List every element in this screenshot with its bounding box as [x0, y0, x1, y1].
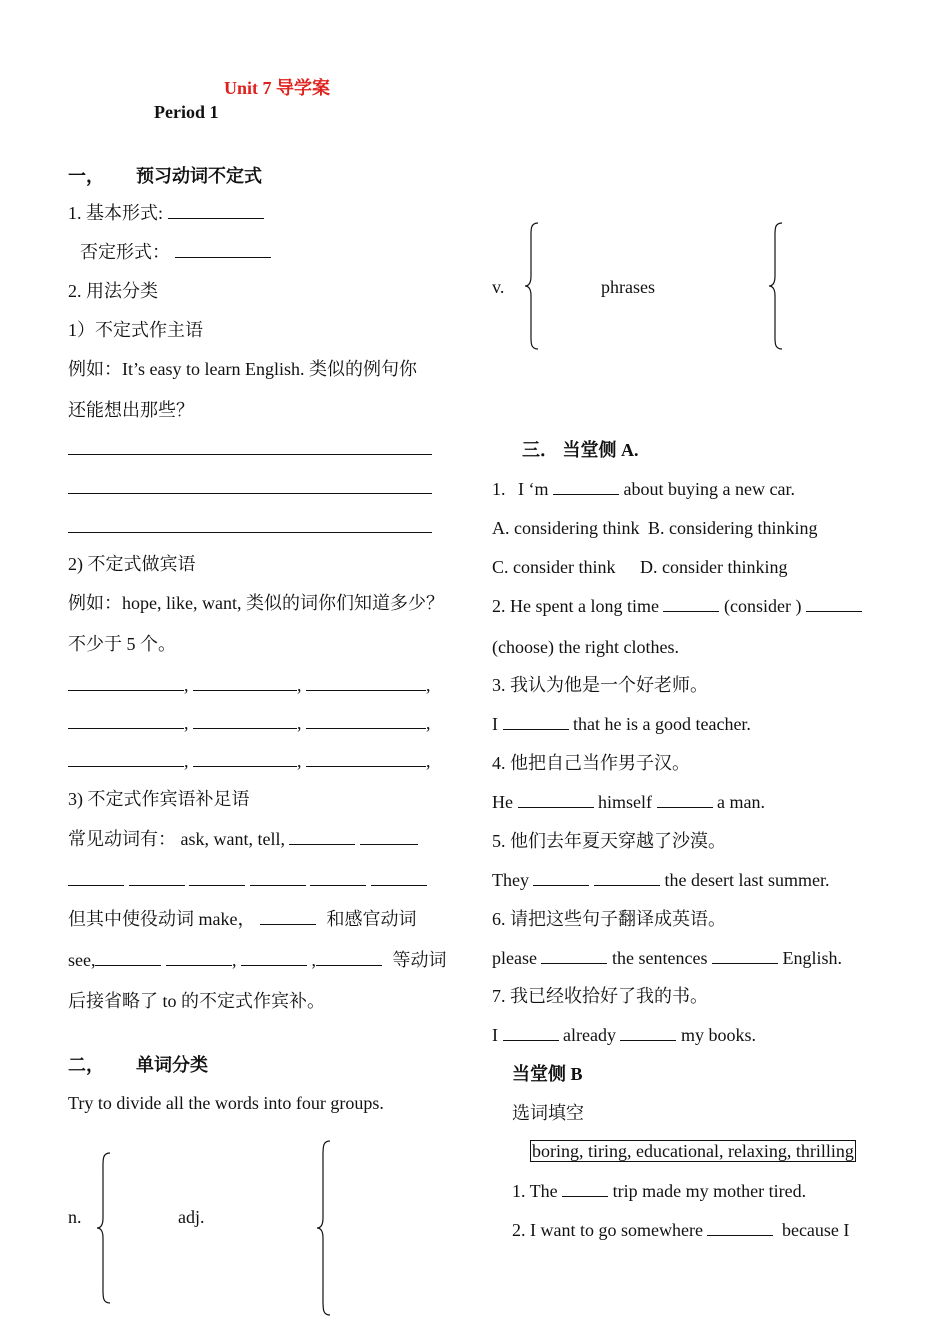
verb-blank[interactable]: [306, 750, 426, 767]
page-title: Unit 7 导学案: [224, 78, 331, 98]
question-text: my books.: [680, 1025, 756, 1045]
question-text: 2. He spent a long time: [492, 596, 659, 616]
verb-blank[interactable]: [68, 869, 124, 886]
option-a: A. considering think: [492, 518, 640, 538]
question-text: because I: [781, 1220, 850, 1240]
question-5: [492, 869, 829, 891]
verb-blanks-row-2: , , ,: [68, 712, 431, 734]
verb-blank[interactable]: [68, 712, 184, 729]
subject-usage: 1）不定式作主语: [68, 320, 203, 340]
question-b1: [512, 1180, 806, 1202]
options-row-2: [492, 556, 787, 578]
answer-blank[interactable]: [657, 791, 713, 808]
answer-line-1: [68, 438, 432, 460]
common-verbs-label: 常见动词有： ask, want, tell,: [68, 829, 285, 849]
question-text: 1. The: [512, 1181, 558, 1201]
question-6: [492, 947, 842, 969]
see-label: see,: [68, 950, 96, 970]
causative-label: 但其中使役动词 make，: [68, 909, 256, 929]
usage-heading: 2. 用法分类: [68, 281, 158, 301]
example1-cont: 还能想出那些？: [68, 400, 194, 420]
question-3: [492, 713, 751, 735]
section1-heading: 预习动词不定式: [136, 166, 262, 186]
answer-blank[interactable]: [68, 477, 432, 494]
question-text: a man.: [717, 792, 765, 812]
question-7-cn: 7. 我已经收拾好了我的书。: [492, 986, 708, 1006]
verb-left-brace-icon: [524, 222, 542, 350]
answer-blank[interactable]: [68, 438, 432, 455]
answer-blank[interactable]: [806, 595, 862, 612]
question-text: (consider ): [723, 596, 802, 616]
option-c: C. consider think: [492, 557, 616, 577]
answer-blank[interactable]: [533, 869, 589, 886]
adj-left-brace-icon: [316, 1140, 334, 1316]
answer-blank[interactable]: [707, 1219, 773, 1236]
answer-blank[interactable]: [594, 869, 660, 886]
verb-blank[interactable]: [360, 828, 418, 845]
question-text: English.: [782, 948, 842, 968]
question-text: the sentences: [611, 948, 708, 968]
question-text: himself: [598, 792, 652, 812]
complement-usage: 3) 不定式作宾语补足语: [68, 789, 250, 809]
verb-blank[interactable]: [260, 908, 316, 925]
question-text: They: [492, 870, 529, 890]
answer-blank[interactable]: [68, 516, 432, 533]
verb-blank[interactable]: [68, 750, 184, 767]
adj-group-label: adj.: [178, 1207, 205, 1227]
question-text: about buying a new car.: [623, 479, 795, 499]
answer-blank[interactable]: [518, 791, 594, 808]
basic-form-label: 1. 基本形式:: [68, 203, 164, 223]
question-text: I: [492, 714, 498, 734]
phrases-left-brace-icon: [768, 222, 786, 350]
verb-blank[interactable]: [193, 712, 297, 729]
verb-blank[interactable]: [241, 949, 307, 966]
question-4: [492, 791, 765, 813]
verb-group-label: v.: [492, 277, 505, 297]
question-text: 2. I want to go somewhere: [512, 1220, 703, 1240]
verb-blanks-row-3: , , ,: [68, 750, 431, 772]
answer-blank[interactable]: [503, 713, 569, 730]
word-bank: [530, 1140, 856, 1162]
answer-blank[interactable]: [553, 478, 619, 495]
word-bank-box: boring, tiring, educational, relaxing, thrilling: [532, 1141, 854, 1161]
causative-line: [68, 908, 416, 930]
phrases-group-label: phrases: [601, 277, 655, 297]
option-d: D. consider thinking: [640, 557, 788, 577]
question-5-cn: 5. 他们去年夏天穿越了沙漠。: [492, 831, 726, 851]
section2-heading: 单词分类: [136, 1055, 208, 1075]
answer-blank[interactable]: [541, 947, 607, 964]
section3-heading: 三． 当堂侧 A.: [522, 440, 639, 460]
bare-infinitive-note: 后接省略了 to 的不定式作宾补。: [68, 991, 325, 1011]
question-text: already: [563, 1025, 616, 1045]
basic-form-blank[interactable]: [168, 202, 264, 219]
question-number: 1.: [492, 479, 506, 499]
period-label: Period 1: [154, 102, 219, 122]
noun-group-label: n.: [68, 1207, 82, 1227]
answer-blank[interactable]: [620, 1024, 676, 1041]
question-text: the desert last summer.: [664, 870, 830, 890]
negative-form-label: 否定形式：: [80, 242, 170, 262]
example2: 例如：hope, like, want, 类似的词你们知道多少？: [68, 593, 444, 613]
negative-form-line: [80, 241, 271, 263]
verb-blank[interactable]: [289, 828, 355, 845]
sectionB-subheading: 选词填空: [512, 1103, 584, 1123]
verb-blank[interactable]: [193, 674, 297, 691]
verb-blank[interactable]: [250, 869, 306, 886]
see-line: see, , , 等动词: [68, 950, 447, 970]
noun-left-brace-icon: [96, 1152, 114, 1304]
answer-blank[interactable]: [503, 1024, 559, 1041]
verb-blank[interactable]: [68, 674, 184, 691]
sense-verbs-label: 和感官动词: [326, 909, 417, 929]
answer-blank[interactable]: [562, 1180, 608, 1197]
object-usage: 2) 不定式做宾语: [68, 554, 196, 574]
example1: 例如：It’s easy to learn English. 类似的例句你: [68, 359, 417, 379]
question-3-cn: 3. 我认为他是一个好老师。: [492, 675, 708, 695]
verb-blank[interactable]: [306, 674, 426, 691]
sectionB-heading: 当堂侧 B: [512, 1064, 583, 1084]
answer-blank[interactable]: [712, 947, 778, 964]
verb-blank[interactable]: [166, 949, 232, 966]
question-2-cont: (choose) the right clothes.: [492, 637, 679, 657]
answer-blank[interactable]: [663, 595, 719, 612]
question-text: that he is a good teacher.: [573, 714, 751, 734]
verb-blanks-row-4: [68, 869, 427, 891]
answer-line-2: [68, 477, 432, 499]
verb-blank[interactable]: [193, 750, 297, 767]
question-text: please: [492, 948, 537, 968]
verb-blanks-row-1: , , ,: [68, 674, 431, 696]
question-7: [492, 1024, 756, 1046]
common-verbs-line: [68, 828, 418, 850]
verb-blank[interactable]: [306, 712, 426, 729]
options-row-1: [492, 517, 817, 539]
verb-blank[interactable]: [316, 949, 382, 966]
negative-form-blank[interactable]: [175, 241, 271, 258]
question-4-cn: 4. 他把自己当作男子汉。: [492, 753, 690, 773]
question-text: I: [492, 1025, 498, 1045]
answer-line-3: [68, 516, 432, 538]
question-text: He: [492, 792, 513, 812]
question-6-cn: 6. 请把这些句子翻译成英语。: [492, 909, 726, 929]
verb-blank[interactable]: [129, 869, 185, 886]
verb-blank[interactable]: [189, 869, 245, 886]
verb-blank[interactable]: [371, 869, 427, 886]
option-b: B. considering thinking: [647, 518, 818, 538]
basic-form-line: [68, 202, 264, 224]
verb-blank[interactable]: [310, 869, 366, 886]
word-group-instruction: Try to divide all the words into four groups.: [68, 1093, 384, 1113]
example2-cont: 不少于 5 个。: [68, 634, 176, 654]
question-text: trip made my mother tired.: [612, 1181, 807, 1201]
verb-blank[interactable]: [95, 949, 161, 966]
question-text: I ‘m: [518, 479, 549, 499]
section2-number: 二，: [68, 1055, 104, 1075]
question-1: [492, 478, 795, 500]
question-b2: [512, 1219, 849, 1241]
etc-label: 等动词: [392, 950, 447, 970]
question-2: [492, 595, 862, 617]
section1-number: 一，: [68, 166, 104, 186]
